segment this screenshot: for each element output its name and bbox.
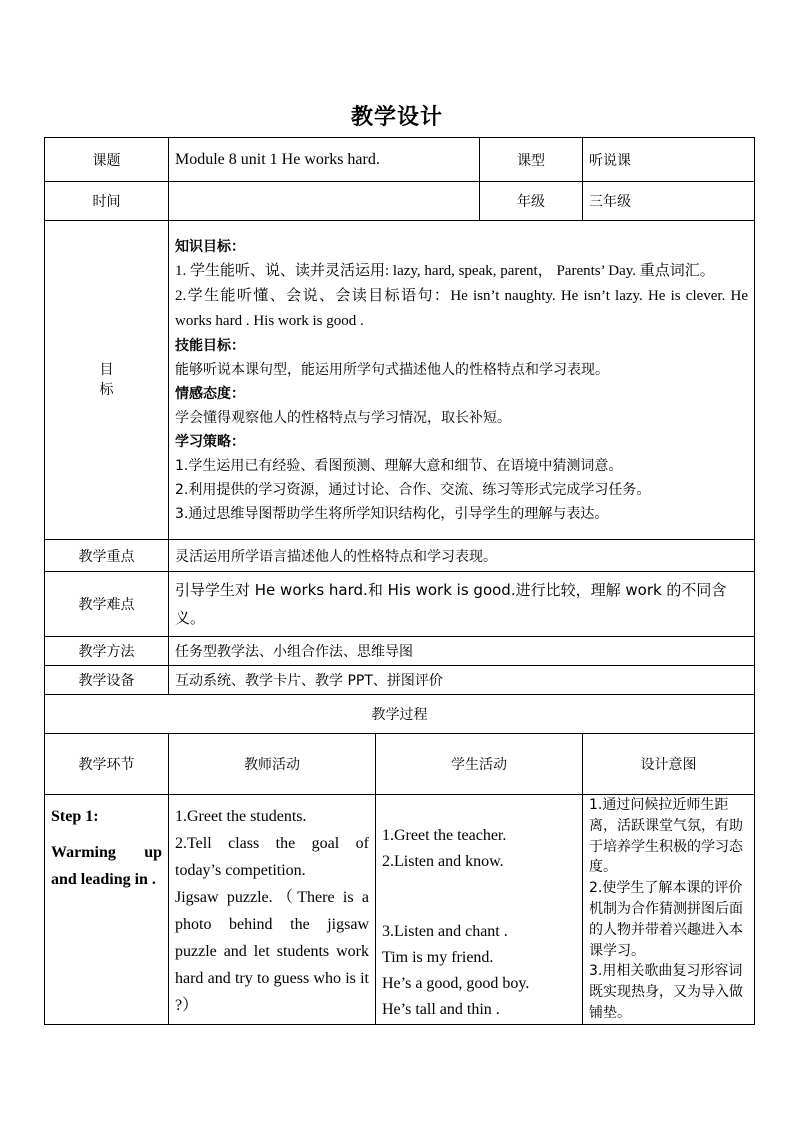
student-activity-5: He’s a good, good boy. [382,975,530,992]
student-activity-4: Tim is my friend. [382,949,494,966]
difficulty-value: 引导学生对 He works hard.和 His work is good.进行比较，理解 work 的不同含义。 [169,572,755,637]
strategy-goal-1: 1.学生运用已有经验、看图预测、理解大意和细节、在语境中猜测词意。 [175,457,623,474]
skill-heading: 技能目标： [175,337,245,354]
knowledge-heading: 知识目标： [175,238,245,255]
document-title: 教学设计 [350,105,443,130]
teacher-activity-3: Jigsaw puzzle.（There is a photo behind the jigsaw puzzle and let students work hard and try to guess who is it ?） [175,889,369,1014]
design-intent-2: 2.使学生了解本课的评价机制为合作猜测拼图后面的人物并带着兴趣进入本课学习。 [589,880,744,959]
goals-label: 目 标 [45,221,169,540]
header-student: 学生活动 [376,734,583,795]
knowledge-goal-1: 1. 学生能听、说、读并灵活运用: lazy, hard, speak, parent， Parents’ Day. 重点词汇。 [175,262,715,279]
lesson-type-label: 课型 [480,138,583,182]
difficulty-row [45,572,755,637]
method-label: 教学方法 [45,637,169,666]
time-row [45,182,755,221]
key-point-value: 灵活运用所学语言描述他人的性格特点和学习表现。 [169,540,755,572]
difficulty-label: 教学难点 [45,572,169,637]
goals-content [169,221,755,540]
step1-name [45,795,169,1025]
key-point-label: 教学重点 [45,540,169,572]
topic-value: Module 8 unit 1 He works hard. [169,138,480,182]
time-value [169,182,480,221]
lesson-plan-table [44,137,755,1025]
strategy-goal-3: 3.通过思维导图帮助学生将所学知识结构化，引导学生的理解与表达。 [175,505,609,522]
emotion-heading: 情感态度： [175,385,245,402]
step1-design-intent [583,795,755,1025]
grade-label: 年级 [480,182,583,221]
strategy-goal-2: 2.利用提供的学习资源，通过讨论、合作、交流、练习等形式完成学习任务。 [175,481,651,498]
student-activity-1: 1.Greet the teacher. [382,827,507,844]
method-row [45,637,755,666]
key-point-row [45,540,755,572]
header-teacher: 教师活动 [169,734,376,795]
process-header-row [45,734,755,795]
method-value: 任务型教学法、小组合作法、思维导图 [169,637,755,666]
goals-row [45,221,755,540]
step1-name-line1: Step 1: [51,808,99,825]
grade-value: 三年级 [583,182,755,221]
student-activity-6: He’s tall and thin . [382,1001,500,1018]
student-activity-3: 3.Listen and chant . [382,923,508,940]
step1-row [45,795,755,1025]
topic-label: 课题 [45,138,169,182]
skill-goal-1: 能够听说本课句型，能运用所学句式描述他人的性格特点和学习表现。 [175,361,609,378]
header-step: 教学环节 [45,734,169,795]
step1-name-line2: Warming up and leading in . [51,844,162,888]
strategy-heading: 学习策略： [175,433,245,450]
equipment-label: 教学设备 [45,666,169,695]
emotion-goal-1: 学会懂得观察他人的性格特点与学习情况，取长补短。 [175,409,511,426]
process-title: 教学过程 [45,695,755,734]
design-intent-1: 1.通过问候拉近师生距离，活跃课堂气氛，有助于培养学生积极的学习态度。 [589,797,744,876]
lesson-type-value: 听说课 [583,138,755,182]
topic-row [45,138,755,182]
process-title-row [45,695,755,734]
design-intent-3: 3.用相关歌曲复习形容词既实现热身，又为导入做铺垫。 [589,963,744,1021]
step1-student-activity [376,795,583,1025]
equipment-value: 互动系统、教学卡片、教学 PPT、拼图评价 [169,666,755,695]
teacher-activity-2: 2.Tell class the goal of today’s competition. [175,835,369,879]
time-label: 时间 [45,182,169,221]
teacher-activity-1: 1.Greet the students. [175,808,307,825]
step1-teacher-activity [169,795,376,1025]
equipment-row [45,666,755,695]
knowledge-goal-2: 2.学生能听懂、会说、会读目标语句：He isn’t naughty. He isn’t lazy. He is clever. He works hard . His work is good . [175,287,749,329]
header-intent: 设计意图 [583,734,755,795]
student-activity-2: 2.Listen and know. [382,853,504,870]
